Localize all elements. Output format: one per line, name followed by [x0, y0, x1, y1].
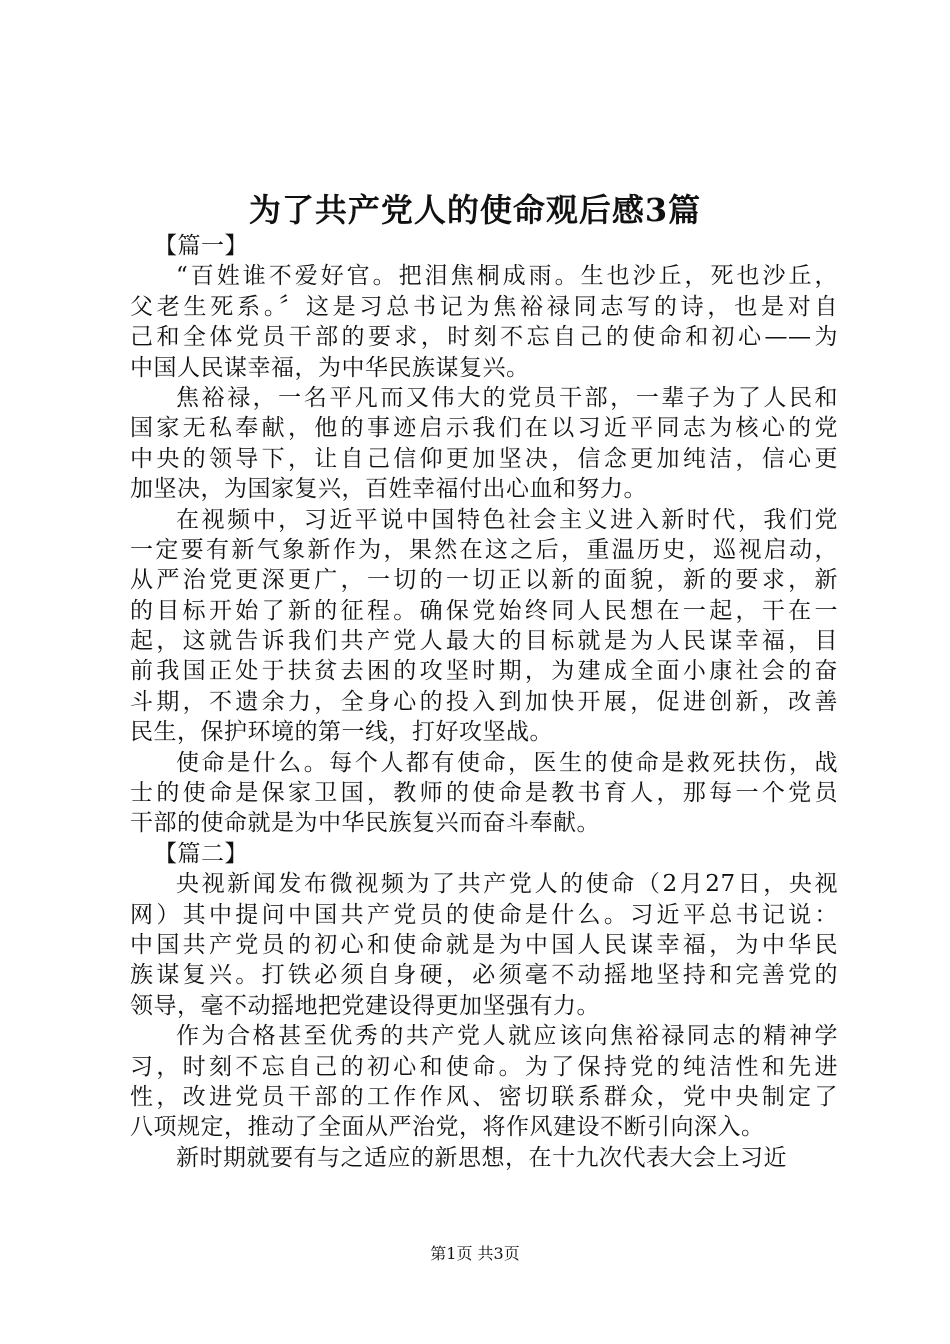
document-title: 为了共产党人的使命观后感3篇: [248, 191, 702, 229]
text-line: 八项规定，推动了全面从严治党，将作风建设不断引向深入。: [130, 1114, 765, 1141]
text-line: 族谋复兴。打铁必须自身硬，必须毫不动摇地坚持和完善党的: [130, 962, 838, 989]
text-line: 斗期，不遗余力，全身心的投入到加快开展，促进创新，改善: [130, 688, 838, 715]
text-line: 中国共产党员的初心和使命就是为中国人民谋幸福，为中华民: [130, 931, 838, 958]
text-line: 中央的领导下，让自己信仰更加坚决，信念更加纯洁，信心更: [130, 445, 838, 472]
text-line: 一定要有新气象新作为，果然在这之后，重温历史，巡视启动，: [130, 536, 838, 563]
text-line: 的目标开始了新的征程。确保党始终同人民想在一起，干在一: [130, 597, 838, 624]
text-line: 网）其中提问中国共产党员的使命是什么。习近平总书记说：: [130, 901, 838, 928]
text-line: 己和全体党员干部的要求，时刻不忘自己的使命和初心——为: [130, 324, 838, 351]
text-line: 士的使命是保家卫国，教师的使命是教书育人，那每一个党员: [130, 780, 838, 807]
text-line: 国家无私奉献，他的事迹启示我们在以习近平同志为核心的党: [130, 415, 838, 442]
text-line: 新时期就要有与之适应的新思想，在十九次代表大会上习近: [176, 1144, 787, 1171]
text-line: 中国人民谋幸福，为中华民族谋复兴。: [130, 354, 530, 381]
text-line: 前我国正处于扶贫去困的攻坚时期，为建成全面小康社会的奋: [130, 658, 838, 685]
text-line: 起，这就告诉我们共产党人最大的目标就是为人民谋幸福，目: [130, 628, 838, 655]
text-line: 领导，毫不动摇地把党建设得更加坚强有力。: [130, 992, 600, 1019]
text-line: 习，时刻不忘自己的初心和使命。为了保持党的纯洁性和先进: [130, 1053, 838, 1080]
text-line: 干部的使命就是为中华民族复兴而奋斗奉献。: [130, 810, 600, 837]
text-line: 加坚决，为国家复兴，百姓幸福付出心血和努力。: [130, 476, 647, 503]
text-line: 民生，保护环境的第一线，打好攻坚战。: [130, 719, 553, 746]
text-line: 父老生死系。〞这是习总书记为焦裕禄同志写的诗，也是对自: [130, 293, 838, 320]
section-heading: 【篇一】: [154, 233, 248, 259]
section-heading: 【篇二】: [154, 840, 248, 867]
text-line: 央视新闻发布微视频为了共产党人的使命（2月27日，央视: [176, 871, 838, 898]
page-footer: 第1页 共3页: [430, 1244, 520, 1263]
text-line: “百姓谁不爱好官。把泪焦桐成雨。生也沙丘，死也沙丘，: [176, 263, 838, 290]
text-line: 性，改进党员干部的工作作风、密切联系群众，党中央制定了: [130, 1083, 838, 1110]
text-line: 作为合格甚至优秀的共产党人就应该向焦裕禄同志的精神学: [176, 1023, 838, 1050]
text-line: 使命是什么。每个人都有使命，医生的使命是救死扶伤，战: [176, 749, 838, 776]
text-line: 在视频中，习近平说中国特色社会主义进入新时代，我们党: [176, 506, 838, 533]
document-body: [130, 231, 838, 1173]
text-line: 焦裕禄，一名平凡而又伟大的党员干部，一辈子为了人民和: [176, 384, 838, 411]
text-line: 从严治党更深更广，一切的一切正以新的面貌，新的要求，新: [130, 567, 838, 594]
